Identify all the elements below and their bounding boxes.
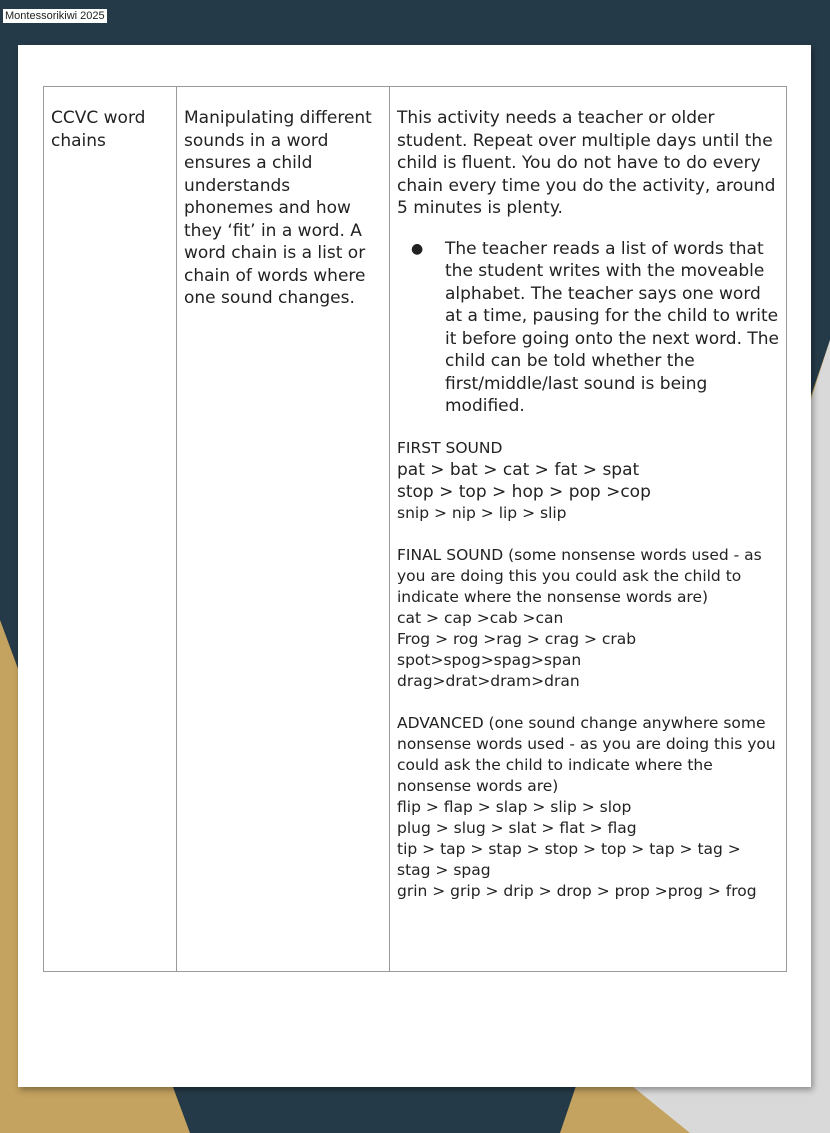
section-heading: FINAL SOUND (some nonsense words used - as you are doing this you could ask the child to indicate where the nonsense words are): [397, 545, 762, 606]
activity-table: [43, 86, 787, 972]
chain-line: flip > flap > slap > slip > slop: [397, 797, 632, 816]
chain-line: snip > nip > lip > slip: [397, 503, 567, 522]
purpose-cell: Manipulating different sounds in a word ensures a child understands phonemes and how they ‘fit’ in a word. A word chain is a list or chain of words where one sound changes.: [177, 87, 390, 972]
section-advanced: [397, 713, 779, 902]
chain-line: stop > top > hop > pop >cop: [397, 481, 651, 502]
chain-line: drag>drat>dram>dran: [397, 671, 580, 690]
instructions-cell: [390, 87, 787, 972]
chain-line: plug > slug > slat > flat > flag: [397, 818, 637, 837]
table-row: [44, 87, 787, 972]
chain-line: grin > grip > drip > drop > prop >prog > frog: [397, 881, 757, 900]
bullet-text: The teacher reads a list of words that the student writes with the moveable alphabet. The teacher says one word at a time, pausing for the child to write it before going onto the next word. The child can be told whether the first/middle/last sound is being modified.: [445, 238, 780, 416]
chain-line: Frog > rog >rag > crag > crab: [397, 629, 637, 648]
section-first-sound: [397, 438, 779, 524]
section-heading: FIRST SOUND: [397, 438, 503, 457]
section-heading: ADVANCED (one sound change anywhere some nonsense words used - as you are doing this you could ask the child to indicate where the nonsense words are): [397, 713, 776, 795]
chain-line: cat > cap >cab >can: [397, 608, 564, 627]
instructions-intro: This activity needs a teacher or older student. Repeat over multiple days until the child is fluent. You do not have to do every chain every time you do the activity, around 5 minutes is plenty.: [397, 108, 776, 218]
chain-line: spot>spog>spag>span: [397, 650, 582, 669]
chain-line: tip > tap > stap > stop > top > tap > tag > stag > spag: [397, 839, 741, 879]
instructions-bullet: [411, 238, 779, 418]
document-page: [18, 45, 811, 1087]
chain-line: pat > bat > cat > fat > spat: [397, 459, 640, 480]
section-final-sound: [397, 545, 779, 692]
bullet-dot-icon: ●: [411, 240, 424, 257]
activity-name-cell: CCVC word chains: [44, 87, 177, 972]
watermark: Montessorikiwi 2025: [5, 10, 105, 22]
